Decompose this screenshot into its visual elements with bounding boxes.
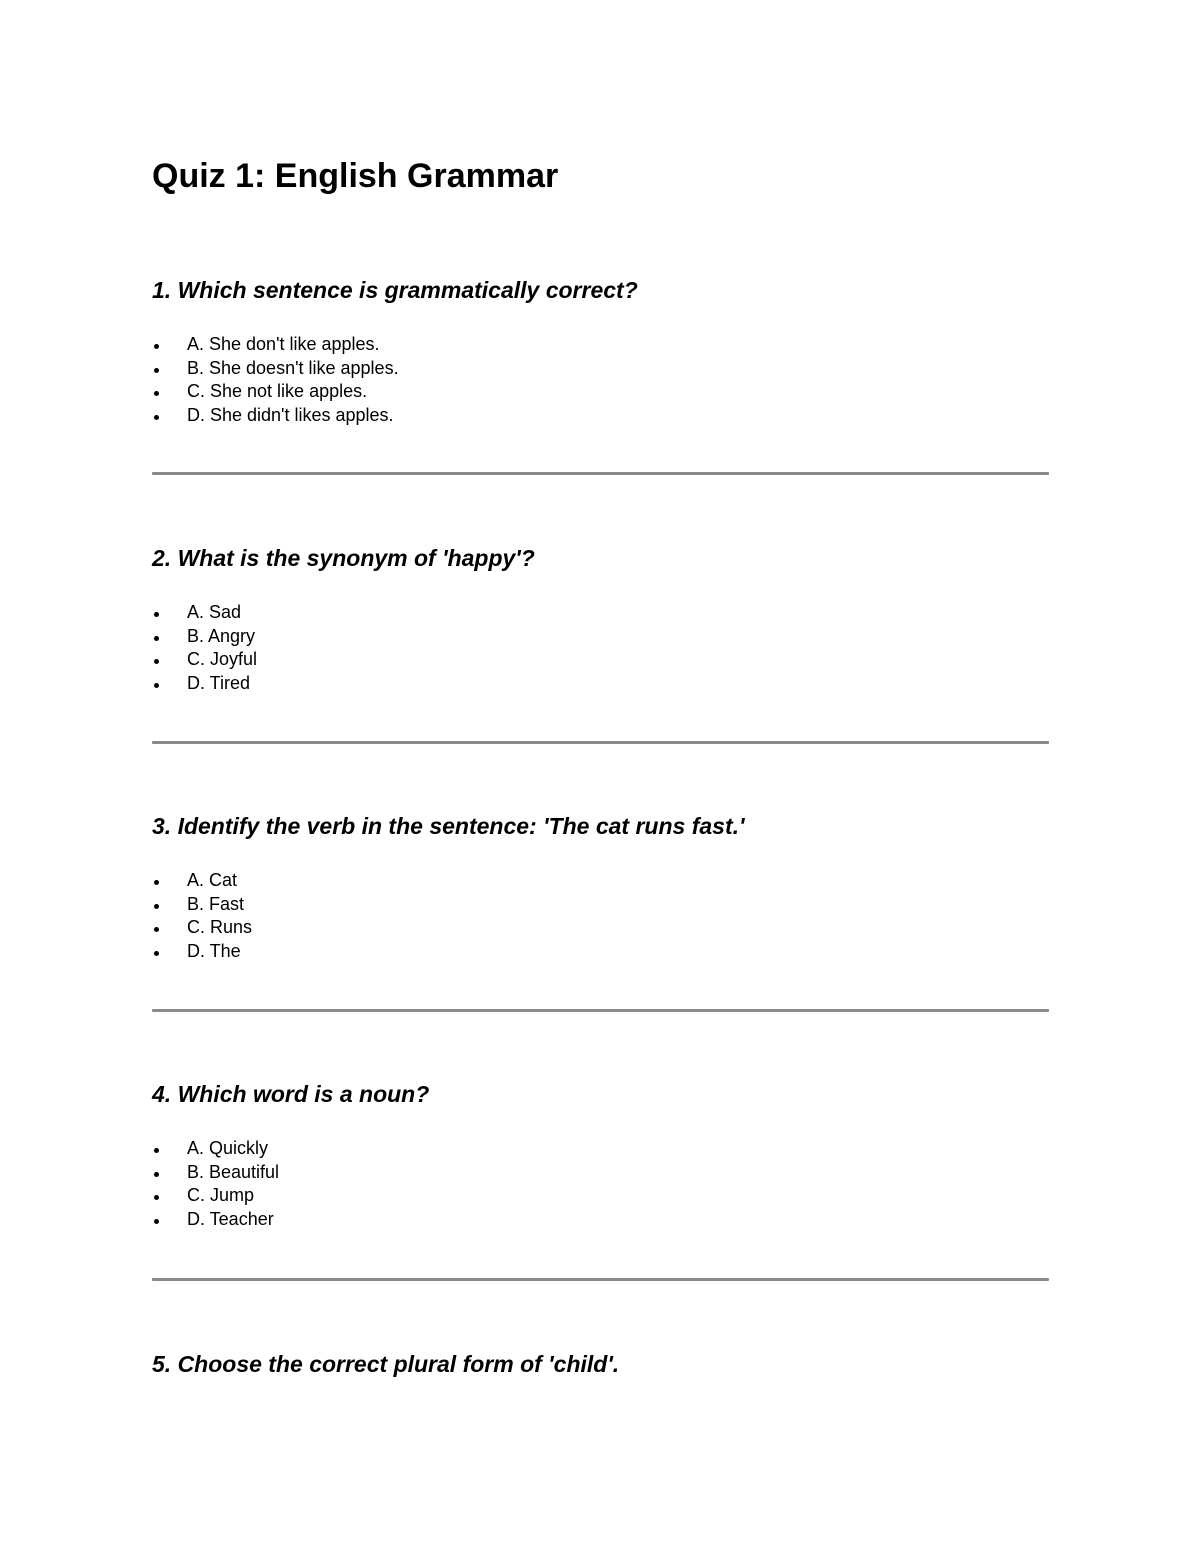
bullet-icon <box>154 683 159 688</box>
bullet-icon <box>154 1195 159 1200</box>
question-4 <box>152 1079 1049 1231</box>
option-item <box>152 625 1049 649</box>
divider <box>152 1278 1049 1281</box>
option-label: B. She doesn't like apples. <box>187 357 399 378</box>
bullet-icon <box>154 659 159 664</box>
option-label: D. The <box>187 940 241 961</box>
divider <box>152 472 1049 475</box>
option-item <box>152 672 1049 696</box>
bullet-icon <box>154 1172 159 1177</box>
option-label: C. Joyful <box>187 649 258 669</box>
question-3 <box>152 811 1049 963</box>
divider <box>152 741 1049 744</box>
question-text: 5. Choose the correct plural form of 'child'. <box>152 1351 620 1377</box>
question-1 <box>152 275 1049 427</box>
option-list <box>152 1137 1049 1231</box>
question-text: 2. What is the synonym of 'happy'? <box>152 545 535 571</box>
option-item <box>152 1161 1049 1185</box>
option-label: C. Runs <box>187 917 253 937</box>
bullet-icon <box>154 391 159 396</box>
bullet-icon <box>154 344 159 349</box>
bullet-icon <box>154 415 159 420</box>
bullet-icon <box>154 1148 159 1153</box>
option-label: C. She not like apples. <box>187 381 368 401</box>
option-item <box>152 940 1049 964</box>
bullet-icon <box>154 636 159 641</box>
option-list <box>152 601 1049 695</box>
option-label: D. Tired <box>187 672 251 693</box>
option-item <box>152 601 1049 625</box>
option-item <box>152 1208 1049 1232</box>
option-label: D. Teacher <box>187 1208 274 1229</box>
bullet-icon <box>154 612 159 617</box>
option-item <box>152 380 1049 404</box>
option-item <box>152 893 1049 917</box>
question-5 <box>152 1349 1049 1379</box>
option-label: D. She didn't likes apples. <box>187 404 394 425</box>
option-item <box>152 357 1049 381</box>
bullet-icon <box>154 927 159 932</box>
option-item <box>152 1184 1049 1208</box>
option-label: A. Cat <box>187 870 238 890</box>
option-list <box>152 869 1049 963</box>
divider <box>152 1009 1049 1012</box>
bullet-icon <box>154 368 159 373</box>
option-label: B. Angry <box>187 625 256 646</box>
option-item <box>152 1137 1049 1161</box>
option-label: B. Beautiful <box>187 1161 280 1182</box>
bullet-icon <box>154 1219 159 1224</box>
option-item <box>152 916 1049 940</box>
question-text: 1. Which sentence is grammatically correct? <box>152 277 638 303</box>
option-list <box>152 333 1049 427</box>
option-item <box>152 333 1049 357</box>
bullet-icon <box>154 880 159 885</box>
option-item <box>152 648 1049 672</box>
bullet-icon <box>154 904 159 909</box>
question-text: 4. Which word is a noun? <box>152 1081 430 1107</box>
option-label: A. Quickly <box>187 1138 269 1158</box>
option-item <box>152 404 1049 428</box>
option-label: A. Sad <box>187 602 242 622</box>
option-label: C. Jump <box>187 1185 255 1205</box>
option-label: A. She don't like apples. <box>187 334 380 354</box>
option-label: B. Fast <box>187 893 245 914</box>
question-2 <box>152 543 1049 695</box>
question-text: 3. Identify the verb in the sentence: 'The cat runs fast.' <box>152 813 745 839</box>
option-item <box>152 869 1049 893</box>
bullet-icon <box>154 951 159 956</box>
quiz-title: Quiz 1: English Grammar <box>152 157 559 195</box>
